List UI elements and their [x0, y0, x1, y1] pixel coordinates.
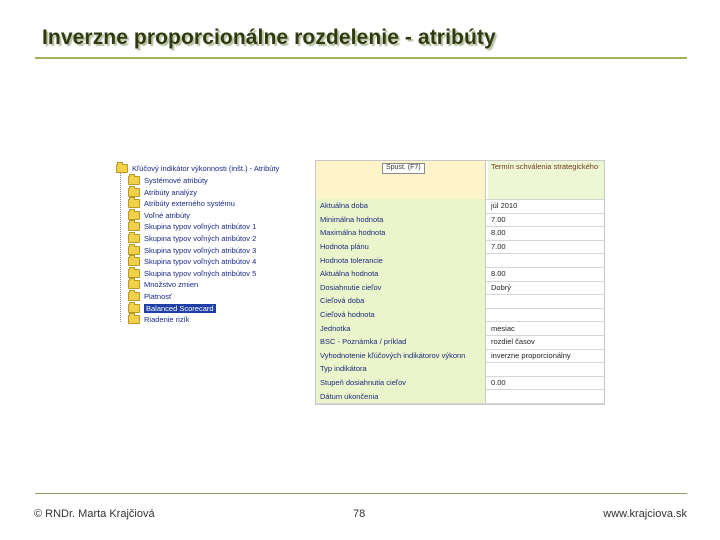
tree-item[interactable]: [128, 279, 198, 290]
attribute-label: Cieľová hodnota: [316, 308, 486, 322]
attribute-label: Aktuálna hodnota: [316, 267, 486, 281]
slide-title: Inverzne proporcionálne rozdelenie - atribúty: [42, 26, 496, 49]
attribute-label: Maximálna hodnota: [316, 226, 486, 240]
folder-icon: [128, 176, 140, 185]
tree-item-label: Platnosť: [144, 292, 172, 301]
grid-header-row: [316, 161, 604, 200]
tree-item[interactable]: [128, 187, 197, 198]
grid-row[interactable]: [316, 321, 604, 336]
attribute-value[interactable]: Dobrý: [491, 282, 512, 292]
tree-item[interactable]: [128, 198, 235, 209]
attribute-value[interactable]: 8.00: [491, 228, 506, 238]
attribute-label: Dátum ukončenia: [316, 389, 486, 403]
grid-header-value: Termín schválenia strategického: [488, 161, 604, 199]
tree-item-label: Skupina typov voľných atribútov 2: [144, 234, 257, 243]
folder-icon: [128, 199, 140, 208]
tree-item[interactable]: [128, 291, 172, 302]
grid-header-label-cell: [316, 161, 486, 199]
tree-item-label: Skupina typov voľných atribútov 3: [144, 245, 257, 255]
folder-icon: [128, 269, 140, 278]
tree-item-label: Systémové atribúty: [144, 176, 208, 185]
tree-item[interactable]: [128, 314, 189, 325]
grid-row[interactable]: [316, 294, 604, 309]
grid-row[interactable]: [316, 308, 604, 323]
tree-item-label: Balanced Scorecard: [146, 303, 214, 313]
tree-item[interactable]: [128, 175, 208, 186]
grid-row[interactable]: [316, 281, 604, 296]
tree-item[interactable]: [128, 210, 190, 221]
attribute-label: Dosiahnutie cieľov: [316, 281, 486, 295]
tree-root-label: Kľúčový indikátor výkonnosti (inšt.) - Atribúty: [132, 164, 280, 173]
attribute-value[interactable]: [488, 294, 604, 308]
folder-icon: [128, 280, 140, 289]
attribute-label: Jednotka: [316, 321, 486, 335]
tree-item[interactable]: [128, 256, 256, 267]
grid-row[interactable]: [316, 376, 604, 391]
folder-icon: [128, 246, 140, 255]
footer-website: www.krajciova.sk: [603, 508, 687, 520]
tree-item-label: Atribúty analýzy: [144, 187, 197, 197]
title-underline: [35, 57, 687, 59]
folder-icon: [128, 222, 140, 231]
grid-row[interactable]: [316, 253, 604, 268]
attribute-value[interactable]: [488, 308, 604, 322]
grid-row[interactable]: [316, 335, 604, 350]
attribute-label: Minimálna hodnota: [316, 213, 486, 227]
folder-icon: [128, 304, 140, 313]
attribute-value[interactable]: 7.00: [491, 242, 506, 252]
grid-row[interactable]: [316, 213, 604, 228]
tree-item[interactable]: [128, 233, 256, 244]
tree-item-label: Skupina typov voľných atribútov 4: [144, 257, 257, 267]
spust-button[interactable]: Spust. (F7): [382, 163, 425, 174]
attribute-label: Typ indikátora: [316, 362, 486, 376]
tree-item[interactable]: [128, 303, 216, 314]
attribute-tree: [116, 163, 312, 333]
tree-connector-line: [120, 172, 121, 322]
tree-item[interactable]: [128, 245, 256, 256]
tree-item-label: Množstvo zmien: [144, 280, 199, 290]
folder-icon: [128, 234, 140, 243]
grid-row[interactable]: [316, 226, 604, 241]
attribute-value[interactable]: rozdiel časov: [491, 337, 535, 347]
attribute-value[interactable]: [488, 389, 604, 403]
attribute-value[interactable]: júl 2010: [491, 201, 518, 211]
attribute-label: Cieľová doba: [316, 294, 486, 308]
tree-item-label: Voľné atribúty: [144, 210, 190, 220]
attribute-value[interactable]: 7.00: [491, 214, 506, 224]
grid-row[interactable]: [316, 199, 604, 214]
grid-row[interactable]: [316, 349, 604, 364]
attribute-label: Vyhodnotenie kľúčových indikátorov výkonn: [316, 349, 486, 363]
attribute-value[interactable]: [488, 253, 604, 267]
footer-author: © RNDr. Marta Krajčiová: [34, 508, 155, 520]
attribute-value[interactable]: 0.00: [491, 378, 506, 388]
grid-row[interactable]: [316, 362, 604, 377]
tree-item-label: Skupina typov voľných atribútov 5: [144, 268, 257, 278]
attribute-grid: [315, 160, 605, 405]
attribute-value[interactable]: 8.00: [491, 269, 506, 279]
folder-icon: [128, 315, 140, 324]
grid-row[interactable]: [316, 267, 604, 282]
grid-row[interactable]: [316, 389, 604, 404]
tree-item-label: Riadenie rizík: [144, 315, 190, 325]
footer-divider: [35, 493, 687, 494]
attribute-label: Aktuálna doba: [316, 199, 486, 213]
page-number: 78: [353, 508, 366, 520]
folder-icon: [128, 292, 140, 301]
attribute-label: Hodnota tolerancie: [316, 253, 486, 267]
tree-item[interactable]: [128, 268, 256, 279]
tree-item[interactable]: [128, 221, 256, 232]
tree-root[interactable]: [116, 163, 279, 174]
attribute-label: Hodnota plánu: [316, 240, 486, 254]
attribute-label: BSC - Poznámka / príklad: [316, 335, 486, 349]
attribute-value[interactable]: mesiac: [491, 323, 515, 333]
grid-row[interactable]: [316, 240, 604, 255]
tree-item-label: Atribúty externého systému: [144, 199, 235, 209]
attribute-label: Stupeň dosiahnutia cieľov: [316, 376, 486, 390]
folder-icon: [128, 188, 140, 197]
attribute-value[interactable]: [488, 362, 604, 376]
tree-item-label: Skupina typov voľných atribútov 1: [144, 222, 257, 232]
folder-icon: [128, 257, 140, 266]
attribute-value[interactable]: inverzne proporcionálny: [491, 350, 571, 360]
folder-icon: [128, 211, 140, 220]
folder-open-icon: [116, 164, 128, 173]
